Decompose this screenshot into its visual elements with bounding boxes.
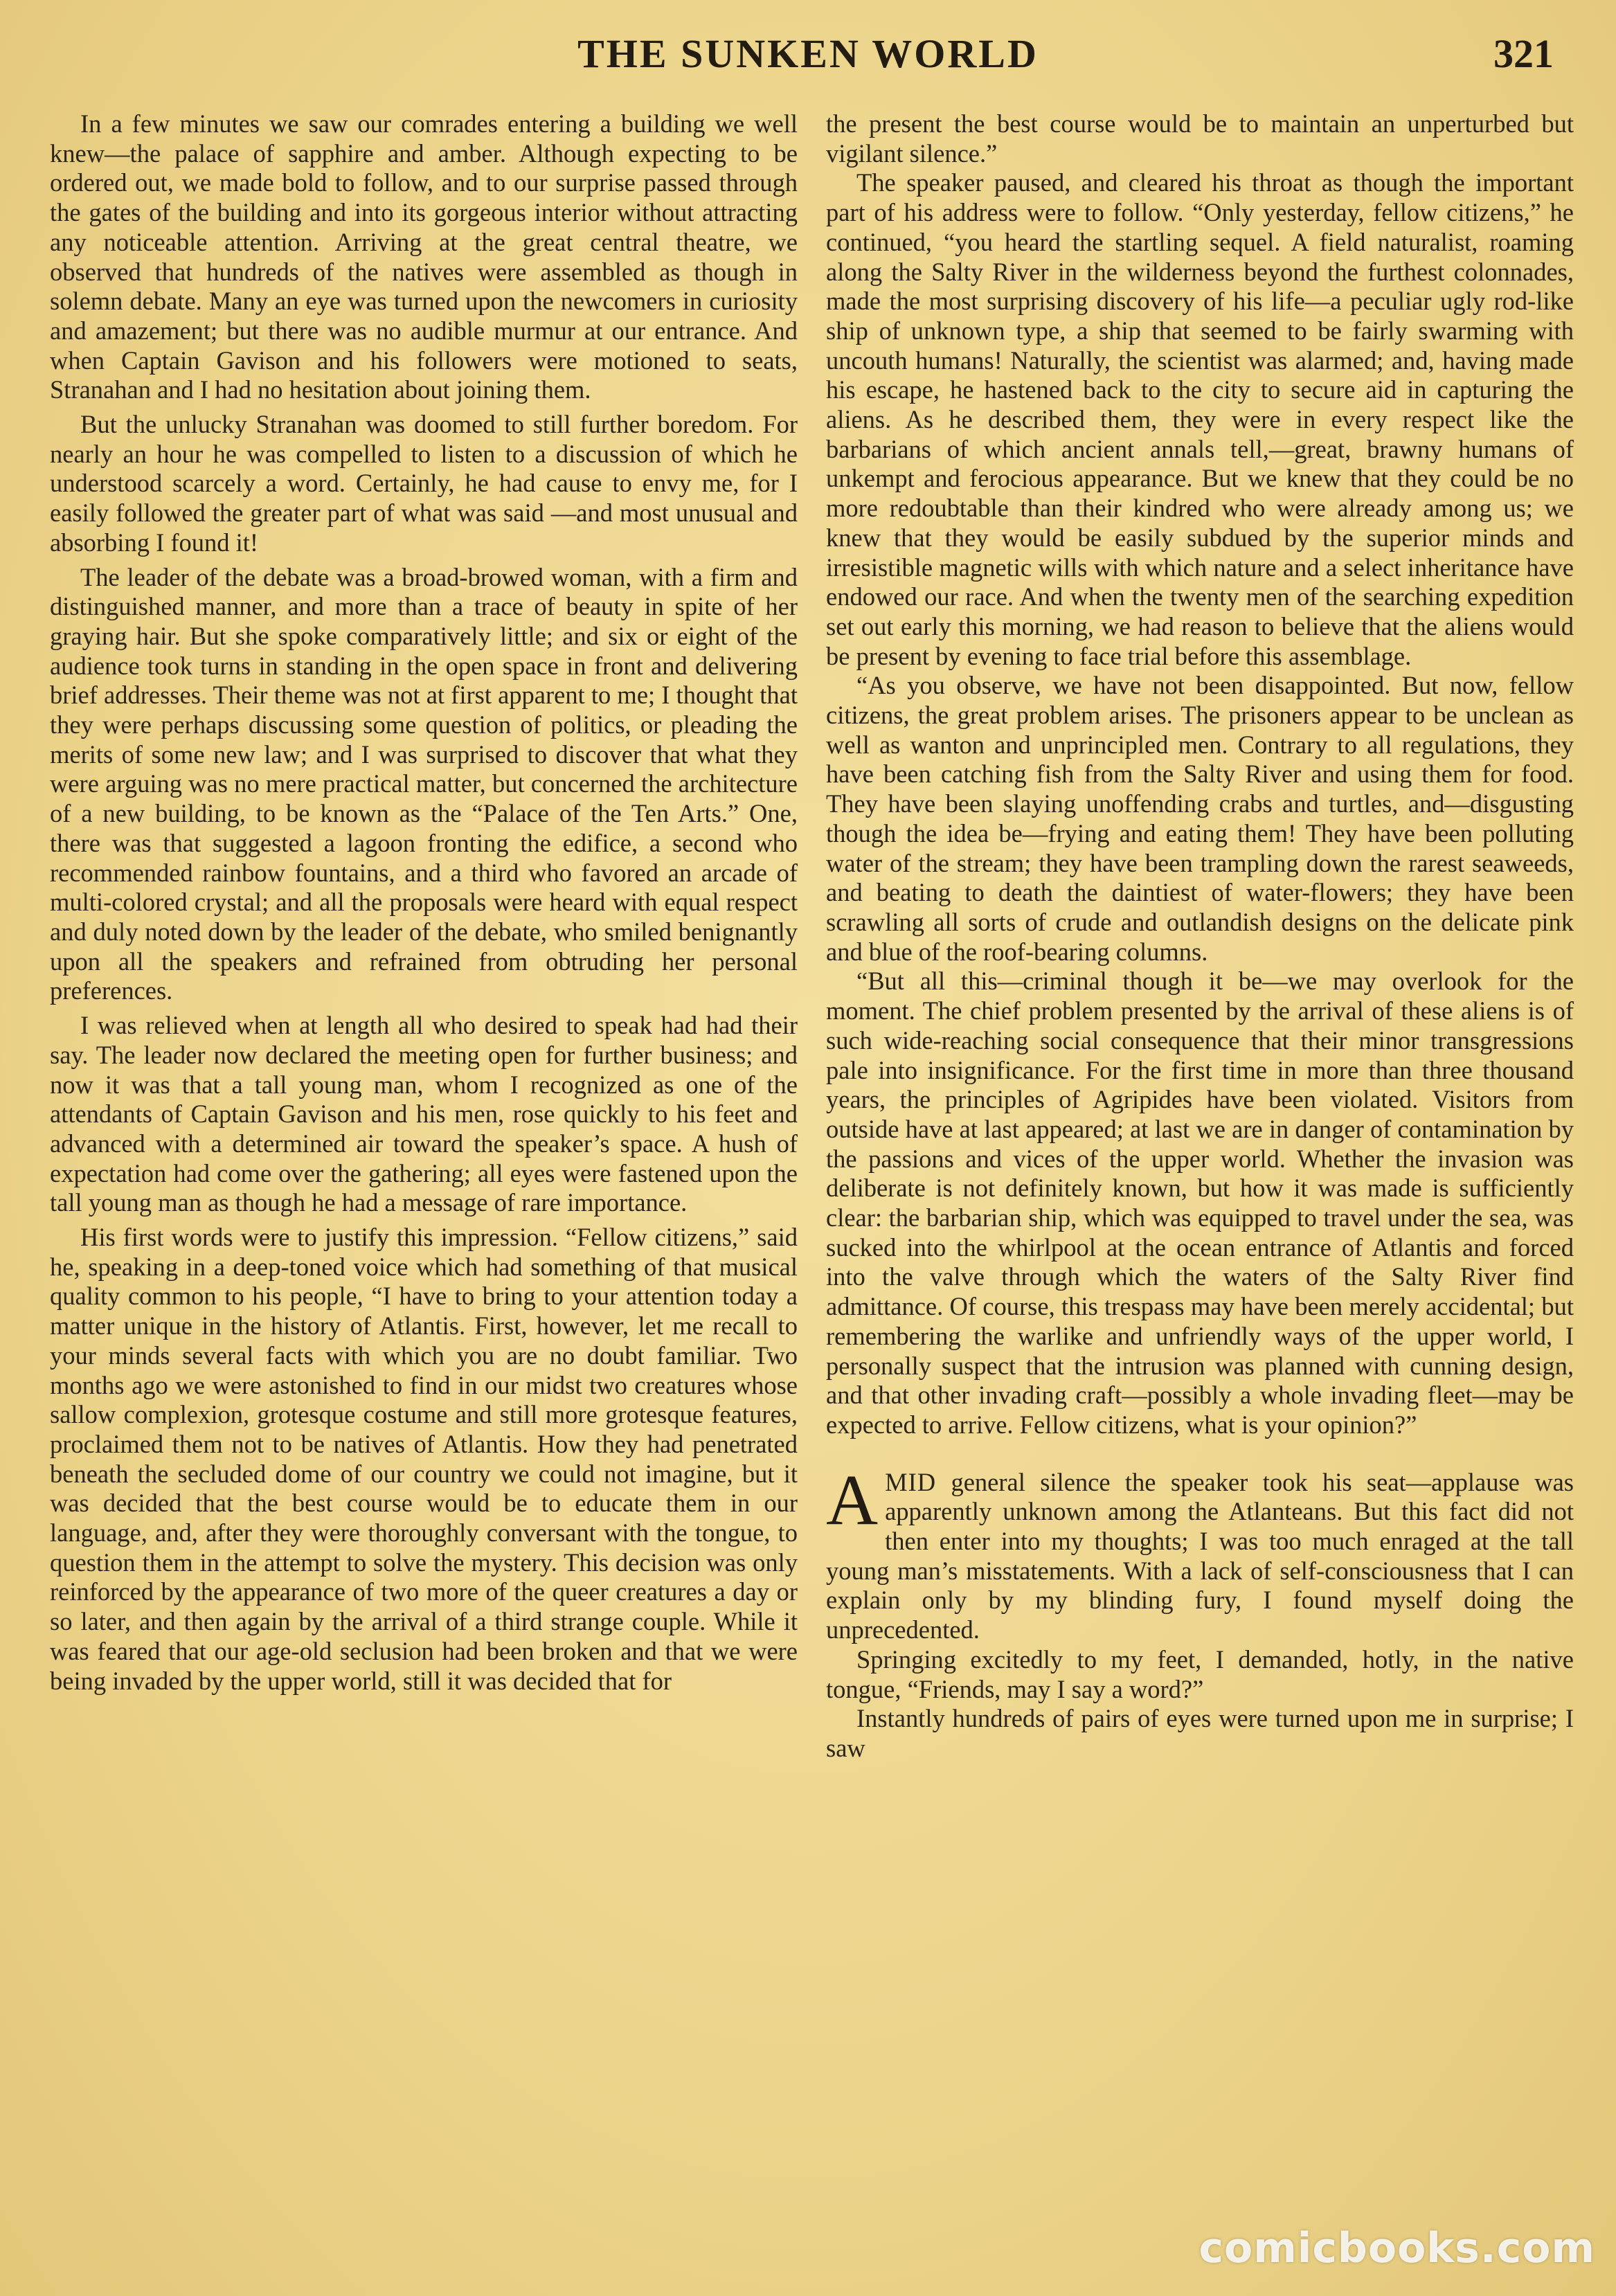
- drop-cap: A: [826, 1460, 879, 1540]
- right-text-column: [826, 109, 1574, 1764]
- paragraph: The leader of the debate was a broad-browed woman, with a firm and distinguished manner, and more than a trace of beauty in spite of her graying hair. But she spoke comparatively little; and six or eight of the audience took turns in standing in the open space in front and delivering brief addresses. Their theme was not at first apparent to me; I thought that they were perhaps discussing some question of politics, or pleading the merits of some new law; and I was surprised to discover that what they were arguing was no mere practical matter, but concerned the architecture of a new building, to be known as the “Palace of the Ten Arts.” One, there was that suggested a lagoon fronting the edifice, a second who recommended rainbow fountains, and a third who favored an arcade of multi-colored crystal; and all the proposals were heard with equal respect and duly noted down by the leader of the debate, who smiled benignantly upon all the speakers and refrained from obtruding her personal preferences.: [50, 562, 798, 1005]
- section-opening-paragraph: [826, 1460, 1574, 1645]
- paragraph-text: general silence the speaker took his seat—applause was apparently unknown among the Atlanteans. But this fact did not then enter into my thoughts; I was too much enraged at the tall young man’s misstatements. With a lack of self-consciousness that I can explain only by my blinding fury, I found myself doing the unprecedented.: [826, 1467, 1574, 1644]
- paragraph: But the unlucky Stranahan was doomed to still further boredom. For nearly an hour he was compelled to listen to a discussion of which he understood scarcely a word. Certainly, he had cause to envy me, for I easily followed the greater part of what was said —and most unusual and absorbing I found it!: [50, 410, 798, 557]
- paragraph: I was relieved when at length all who desired to speak had had their say. The leader now declared the meeting open for further business; and now it was that a tall young man, whom I recognized as one of the attendants of Captain Gavison and his men, rose quickly to his feet and advanced with a determined air toward the speaker’s space. A hush of expectation had come over the gathering; all eyes were fastened upon the tall young man as though he had a message of rare importance.: [50, 1011, 798, 1217]
- watermark-logo: comicbooks.com: [1198, 2224, 1595, 2272]
- paragraph: His first words were to justify this impression. “Fellow citizens,” said he, speaking in a deep-toned voice which had something of that musical quality common to his people, “I have to bring to your attention today a matter unique in the history of Atlantis. First, however, let me recall to your minds several facts with which you are no doubt familiar. Two months ago we were astonished to find in our midst two creatures whose sallow complexion, grotesque costume and still more grotesque features, proclaimed them not to be natives of Atlantis. How they had penetrated beneath the secluded dome of our country we could not imagine, but it was decided that the best course would be to educate them in our language, and, after they were thoroughly conversant with the tongue, to question them in the attempt to solve the mystery. This decision was only reinforced by the appearance of two more of the queer creatures a day or so later, and then again by the arrival of a third strange couple. While it was feared that our age-old seclusion had been broken and that we were being invaded by the upper world, still it was decided that for: [50, 1223, 798, 1695]
- paragraph: Instantly hundreds of pairs of eyes were turned upon me in surprise; I saw: [826, 1704, 1574, 1762]
- paragraph: “But all this—criminal though it be—we may overlook for the moment. The chief problem presented by the arrival of these aliens is of such wide-reaching social consequence that their minor transgressions pale into insignificance. For the first time in more than three thousand years, the principles of Agripides have been violated. Visitors from outside have at last appeared; at last we are in danger of contamination by the passions and vices of the upper world. Whether the invasion was deliberate is not definitely known, but how it was made is sufficiently clear: the barbarian ship, which was equipped to travel under the sea, was sucked into the whirlpool at the ocean entrance of Atlantis and forced into the valve through which the waters of the Salty River find admittance. Of course, this trespass may have been merely accidental; but remembering the warlike and unfriendly ways of the upper world, I personally suspect that the intrusion was planned with cunning design, and that other invading craft—possibly a whole invading fleet—may be expected to arrive. Fellow citizens, what is your opinion?”: [826, 967, 1574, 1439]
- running-title: THE SUNKEN WORLD: [577, 31, 1039, 76]
- page-header: [48, 30, 1568, 86]
- paragraph: Springing excitedly to my feet, I demanded, hotly, in the native tongue, “Friends, may I say a word?”: [826, 1644, 1574, 1703]
- paragraph: In a few minutes we saw our comrades entering a building we well knew—the palace of sapphire and amber. Although expecting to be ordered out, we made bold to follow, and to our surprise passed through the gates of the building and into its gorgeous interior without attracting any noticeable attention. Arriving at the great central theatre, we observed that hundreds of the natives were assembled as though in solemn debate. Many an eye was turned upon the newcomers in curiosity and amazement; but there was no audible murmur at our entrance. And when Captain Gavison and his followers were motioned to seats, Stranahan and I had no hesitation about joining them.: [50, 109, 798, 404]
- page-number: 321: [1493, 31, 1554, 76]
- paragraph: the present the best course would be to maintain an unperturbed but vigilant silence.”: [826, 109, 1574, 168]
- paragraph: “As you observe, we have not been disappointed. But now, fellow citizens, the great problem arises. The prisoners appear to be unclean as well as wanton and unprincipled men. Contrary to all regulations, they have been catching fish from the Salty River and using them for food. They have been slaying unoffending crabs and turtles, and—disgusting though the idea be—frying and eating them! They have been polluting water of the stream; they have been trampling down the rarest seaweeds, and beating to death the daintiest of water-flowers; they have been scrawling all sorts of crude and outlandish designs on the delicate pink and blue of the roof-bearing columns.: [826, 671, 1574, 966]
- paragraph: The speaker paused, and cleared his throat as though the important part of his address were to follow. “Only yesterday, fellow citizens,” he continued, “you heard the startling sequel. A field naturalist, roaming along the Salty River in the wilderness beyond the furthest colonnades, made the most surprising discovery of his life—a peculiar ugly rod-like ship of unknown type, a ship that seemed to be fairly swarming with uncouth humans! Naturally, the scientist was alarmed; and, having made his escape, he hastened back to the city to secure aid in capturing the aliens. As he described them, they were in every respect like the barbarians of which ancient annals tell,—great, brawny humans of unkempt and ferocious appearance. But we knew that they could be no more redoubtable than their kindred who were already among us; we knew that they would be easily subdued by the superior minds and irresistible magnetic wills with which nature and a select inheritance have endowed our race. And when the twenty men of the searching expedition set out early this morning, we had reason to believe that the aliens would be present by evening to face trial before this assemblage.: [826, 168, 1574, 670]
- left-text-column: [50, 109, 798, 1696]
- small-caps-lead: MID: [885, 1467, 937, 1496]
